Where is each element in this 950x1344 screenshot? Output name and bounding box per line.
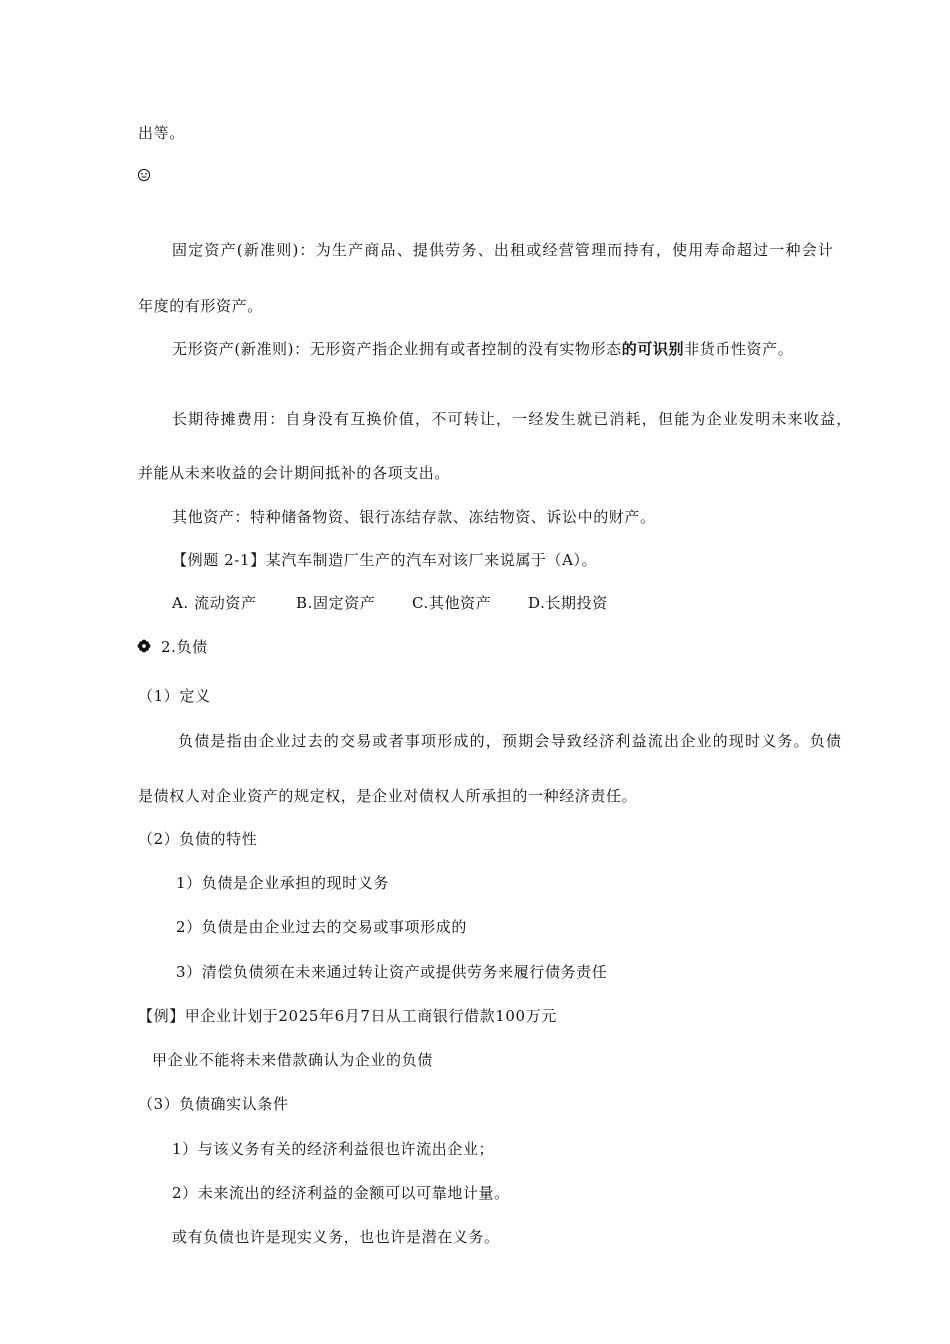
fixed-assets-definition: 固定资产(新准则)：为生产商品、提供劳务、出租或经营管理而持有，使用寿命超过一种会计 xyxy=(172,241,835,259)
flower-bullet-icon xyxy=(137,638,151,658)
smiley-face-icon xyxy=(137,167,151,187)
option-d: D.长期投资 xyxy=(528,594,608,612)
text-line-continuation: 出等。 xyxy=(138,124,185,142)
characteristic-2: 2）负债是由企业过去的交易或事项形成的 xyxy=(176,918,467,936)
subheading-definition: （1）定义 xyxy=(138,687,211,705)
example-2-1-question: 【例题 2-1】某汽车制造厂生产的汽车对该厂来说属于（A）。 xyxy=(172,551,598,569)
other-assets-definition: 其他资产：特种储备物资、银行冻结存款、冻结物资、诉讼中的财产。 xyxy=(172,508,656,526)
liability-definition: 负债是指由企业过去的交易或者事项形成的，预期会导致经济利益流出企业的现时义务。负债 xyxy=(178,732,843,750)
intangible-assets-text: 无形资产(新准则)：无形资产指企业拥有或者控制的没有实物形态 xyxy=(172,340,622,358)
characteristic-1: 1）负债是企业承担的现时义务 xyxy=(176,874,389,892)
recognition-condition-1: 1）与该义务有关的经济利益很也许流出企业； xyxy=(172,1140,495,1158)
intangible-assets-emphasis: 的可识别 xyxy=(621,340,685,358)
recognition-condition-2: 2）未来流出的经济利益的金额可以可靠地计量。 xyxy=(172,1184,510,1202)
option-a: A. 流动资产 xyxy=(172,594,257,612)
option-c: C.其他资产 xyxy=(412,594,492,612)
option-b: B.固定资产 xyxy=(296,594,376,612)
intangible-assets-tail: 非货币性资产。 xyxy=(684,340,794,358)
fixed-assets-definition-cont: 年度的有形资产。 xyxy=(138,297,263,315)
long-term-deferred-expense-definition: 长期待摊费用：自身没有互换价值，不可转让，一经发生就已消耗，但能为企业发明未来收益， xyxy=(172,410,853,428)
section-heading-liabilities: 2.负债 xyxy=(161,638,208,656)
characteristic-3: 3）清偿负债须在未来通过转让资产或提供劳务来履行债务责任 xyxy=(176,963,608,981)
example-loan-conclusion: 甲企业不能将未来借款确认为企业的负债 xyxy=(152,1051,433,1069)
example-2-1-options xyxy=(172,593,608,613)
intangible-assets-definition xyxy=(172,339,793,359)
subheading-characteristics: （2）负债的特性 xyxy=(138,830,258,848)
liability-definition-cont: 是债权人对企业资产的规定权，是企业对债权人所承担的一种经济责任。 xyxy=(138,787,638,805)
subheading-recognition-conditions: （3）负债确实认条件 xyxy=(138,1095,289,1113)
example-loan: 【例】甲企业计划于2025年6月7日从工商银行借款100万元 xyxy=(138,1007,557,1025)
long-term-deferred-expense-cont: 并能从未来收益的会计期间抵补的各项支出。 xyxy=(138,464,451,482)
contingent-liability-note: 或有负债也许是现实义务，也也许是潜在义务。 xyxy=(172,1228,500,1246)
